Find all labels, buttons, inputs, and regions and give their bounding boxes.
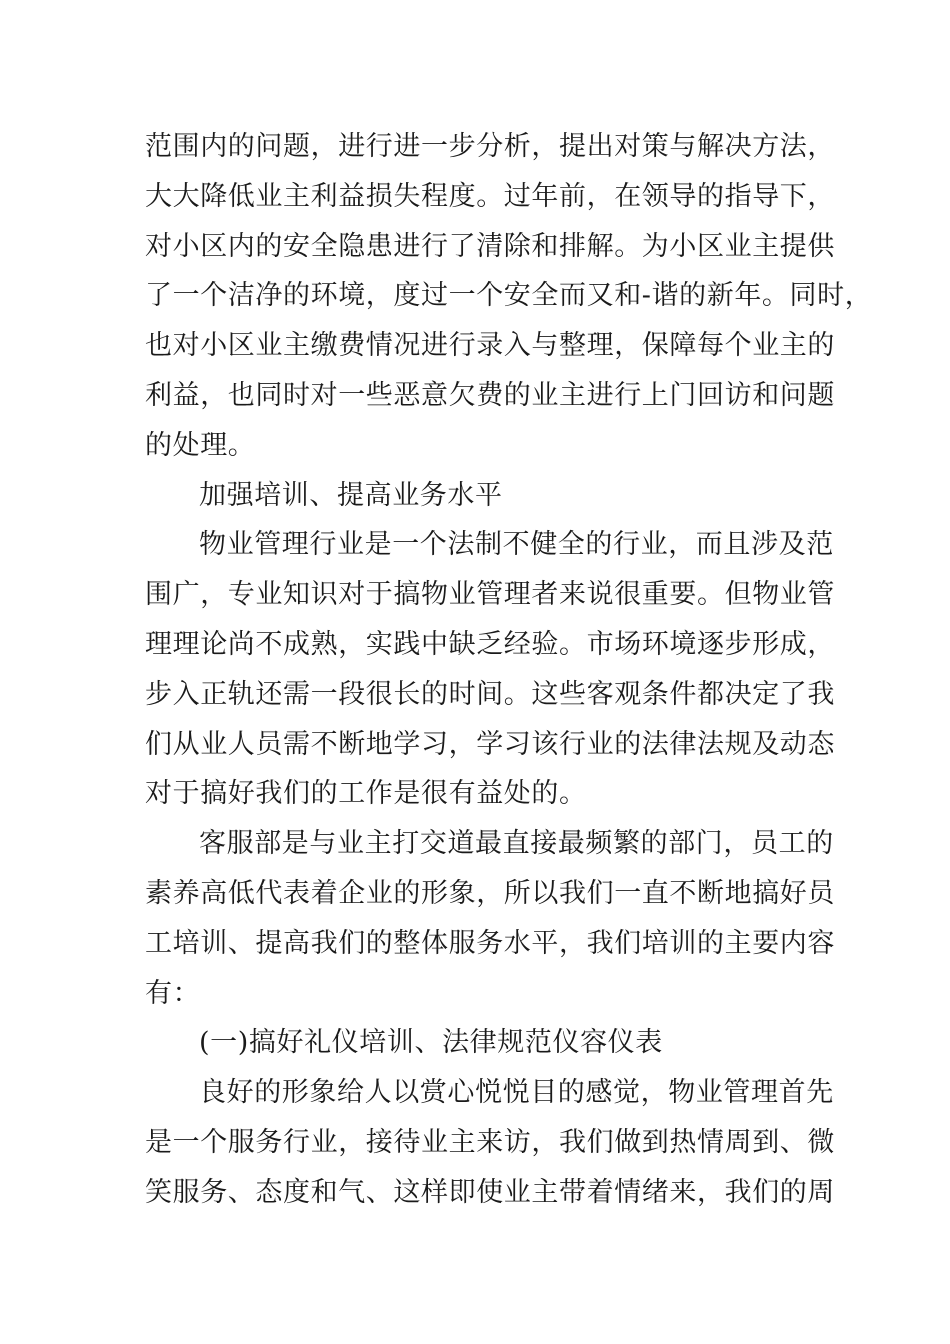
text-line: 的处理。 xyxy=(145,429,256,461)
text-line: 素养高低代表着企业的形象，所以我们一直不断地搞好员 xyxy=(145,877,835,909)
text-line: 有： xyxy=(145,977,201,1009)
document-body xyxy=(145,122,873,1218)
text-line: 围广，专业知识对于搞物业管理者来说很重要。但物业管 xyxy=(145,579,835,611)
subsection-heading: (一)搞好礼仪培训、法律规范仪容仪表 xyxy=(199,1027,663,1059)
text-line: 笑服务、态度和气、这样即使业主带着情绪来，我们的周 xyxy=(145,1176,835,1208)
text-line: 范围内的问题，进行进一步分析，提出对策与解决方法， xyxy=(145,131,835,162)
paragraph-start-line: 良好的形象给人以赏心悦悦目的感觉，物业管理首先 xyxy=(199,1077,834,1109)
text-line: 理理论尚不成熟，实践中缺乏经验。市场环境逐步形成， xyxy=(145,628,835,660)
text-line: 对小区内的安全隐患进行了清除和排解。为小区业主提供 xyxy=(145,230,835,262)
section-heading: 加强培训、提高业务水平 xyxy=(199,479,503,511)
text-line: 了一个洁净的环境，度过一个安全而又和-谐的新年。同时， xyxy=(145,280,873,312)
text-line: 也对小区业主缴费情况进行录入与整理，保障每个业主的 xyxy=(145,330,835,362)
text-line: 对于搞好我们的工作是很有益处的。 xyxy=(145,778,587,810)
paragraph-start-line: 客服部是与业主打交道最直接最频繁的部门，员工的 xyxy=(199,828,834,860)
text-line: 工培训、提高我们的整体服务水平，我们培训的主要内容 xyxy=(145,927,835,959)
paragraph-start-line: 物业管理行业是一个法制不健全的行业，而且涉及范 xyxy=(199,529,834,561)
text-line: 大大降低业主利益损失程度。过年前，在领导的指导下， xyxy=(145,180,835,212)
text-line: 步入正轨还需一段很长的时间。这些客观条件都决定了我 xyxy=(145,678,835,710)
text-line: 是一个服务行业，接待业主来访，我们做到热情周到、微 xyxy=(145,1126,835,1158)
text-line: 们从业人员需不断地学习，学习该行业的法律法规及动态 xyxy=(145,728,835,760)
text-line: 利益，也同时对一些恶意欠费的业主进行上门回访和问题 xyxy=(145,379,835,411)
